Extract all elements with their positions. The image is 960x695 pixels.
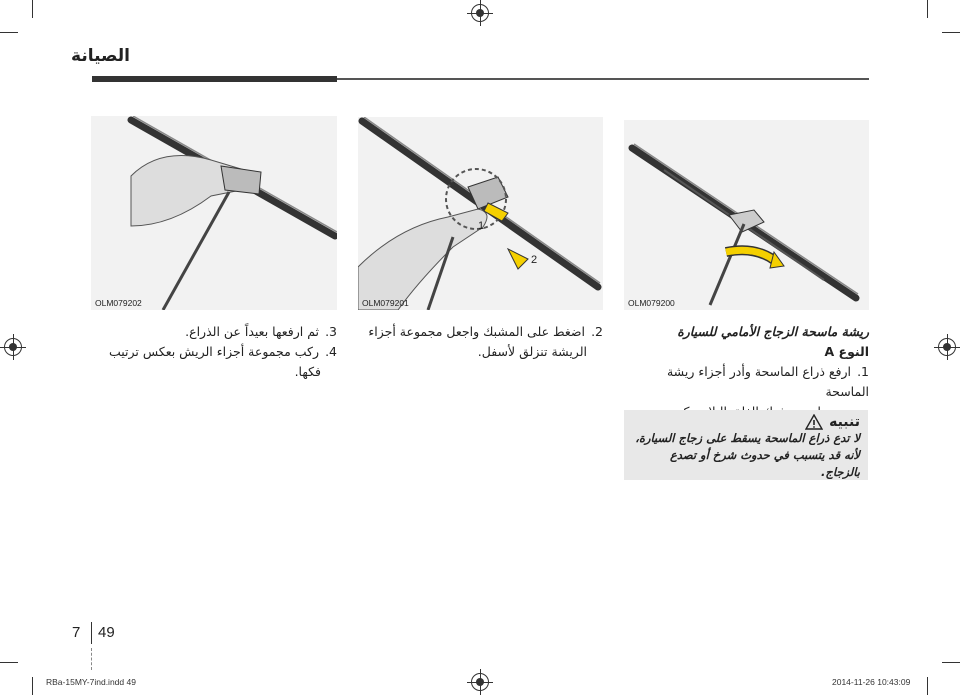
- registration-mark-icon: [938, 338, 956, 356]
- crop-mark: [942, 662, 960, 663]
- crop-mark: [32, 0, 33, 18]
- callout-1: 1: [478, 220, 485, 232]
- figure-code: OLM079201: [362, 298, 409, 308]
- step-3: [91, 322, 337, 342]
- step-number: 4.: [325, 344, 337, 359]
- step-text: ثم ارفعها بعيداً عن الذراع.: [185, 324, 320, 339]
- crop-mark: [0, 32, 18, 33]
- crop-mark: [32, 677, 33, 695]
- figure-remove-blade: [91, 116, 337, 310]
- caution-heading: [632, 414, 860, 430]
- step-4-cont: [91, 362, 337, 382]
- step-number: 3.: [325, 324, 337, 339]
- wiper-remove-illustration: [91, 116, 337, 310]
- page-number-divider: [91, 622, 92, 644]
- figure-press-clip: [358, 117, 603, 310]
- page-guide-line: [91, 648, 92, 670]
- registration-mark-icon: [4, 338, 22, 356]
- figure-code: OLM079202: [95, 298, 142, 308]
- caution-box: [624, 410, 868, 480]
- callout-2: 2: [531, 254, 538, 266]
- step-2-cont: [358, 342, 603, 362]
- crop-mark: [942, 32, 960, 33]
- step-text: اضغط على المشبك واجعل مجموعة أجزاء: [368, 324, 586, 339]
- step-text: فكها.: [294, 364, 321, 379]
- header-rule: [92, 76, 337, 82]
- figure-wiper-arm-lift: [624, 120, 869, 310]
- caution-title: تنبيه: [829, 414, 860, 430]
- step-text: ارفع ذراع الماسحة وأدر أجزاء ريشة الماسحة: [666, 364, 869, 399]
- crop-mark: [0, 662, 18, 663]
- crop-mark: [927, 677, 928, 695]
- step-1: [624, 362, 869, 402]
- warning-triangle-icon: [805, 414, 823, 430]
- crop-mark: [927, 0, 928, 18]
- instructions-left-column: [91, 322, 337, 382]
- page-number: 49: [98, 624, 115, 641]
- registration-mark-icon: [471, 673, 489, 691]
- step-text: ركب مجموعة أجزاء الريش بعكس ترتيب: [108, 344, 320, 359]
- step-2: [358, 322, 603, 342]
- instructions-middle-column: [358, 322, 603, 362]
- section-title: الصيانة: [71, 46, 130, 66]
- step-number: 1.: [857, 364, 869, 379]
- step-text: الريشة تنزلق لأسفل.: [477, 344, 587, 359]
- wiper-arm-illustration: [624, 120, 869, 310]
- caution-line: لأنه قد يتسبب في حدوث شرخ أو تصدع بالزجاج.: [669, 448, 860, 479]
- subsection-title: ريشة ماسحة الزجاج الأمامي للسيارة: [677, 324, 869, 339]
- caution-line: لا تدع ذراع الماسحة يسقط على زجاج السيارة،: [635, 431, 860, 445]
- header-rule: [337, 78, 869, 80]
- footer-file-name: RBa-15MY-7ind.indd 49: [46, 677, 136, 687]
- figure-code: OLM079200: [628, 298, 675, 308]
- step-number: 2.: [591, 324, 603, 339]
- wiper-clip-illustration: [358, 117, 603, 310]
- registration-mark-icon: [471, 4, 489, 22]
- footer-timestamp: 2014-11-26 10:43:09: [832, 677, 911, 687]
- subsection-subtitle: النوع A: [824, 344, 869, 359]
- chapter-number: 7: [72, 624, 81, 641]
- step-4: [91, 342, 337, 362]
- instructions-right-column: [624, 322, 869, 422]
